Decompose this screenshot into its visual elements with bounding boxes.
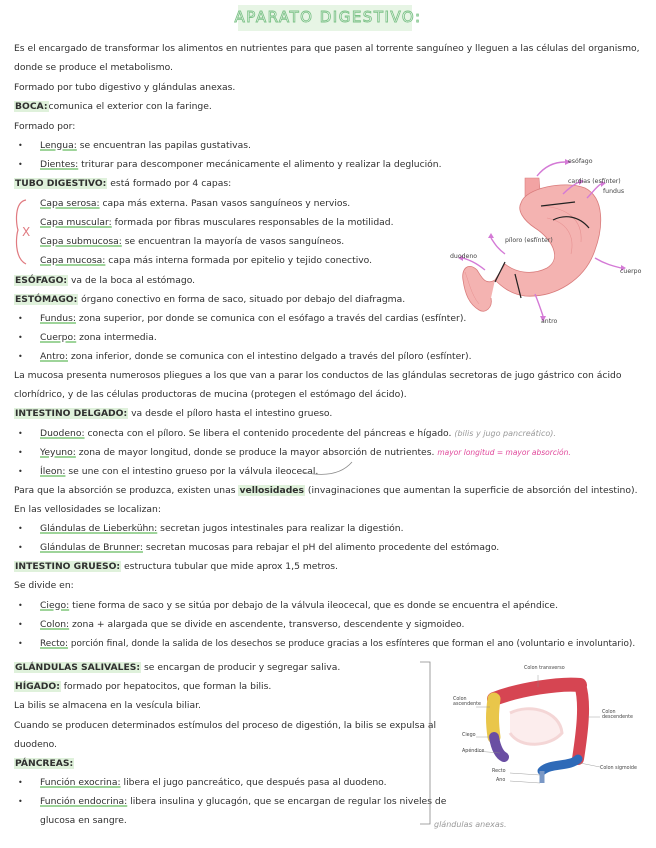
item-text: libera el jugo pancreático, que después pasa al duodeno.: [120, 777, 387, 788]
bullet-dot: •: [18, 314, 23, 323]
label-cardias: cardias (esfínter): [568, 178, 621, 185]
esofago-line: [14, 275, 195, 287]
esofago-text: va de la boca al estómago.: [68, 275, 196, 286]
bullet-dot: •: [18, 639, 23, 648]
label-duodeno: duodeno: [450, 253, 478, 260]
label-colon-descendente: Colon descendente: [602, 710, 633, 720]
label-ano: Ano: [496, 778, 506, 783]
item-text: formada por fibras musculares responsables de la motilidad.: [111, 217, 394, 228]
label-recto: Recto: [492, 769, 506, 774]
tubo-heading: TUBO DIGESTIVO:: [15, 178, 107, 189]
label-colon-sigmoide: Colon sigmoide: [600, 766, 637, 771]
list-item: [40, 428, 556, 440]
item-text: capa más interna formada por epitelio y tejido conectivo.: [105, 255, 373, 266]
pancreas-cont: glucosa en sangre.: [40, 815, 127, 826]
label-colon-transverso: Colon transverso: [524, 666, 565, 671]
item-term: Glándulas de Brunner:: [40, 542, 143, 553]
bilis-note: (bilis y jugo pancreático).: [454, 429, 556, 438]
delgado-heading: INTESTINO DELGADO:: [15, 408, 128, 419]
item-text: se encuentran la mayoría de vasos sanguíneos.: [121, 236, 345, 247]
item-term: Lengua:: [40, 140, 77, 151]
list-item: [40, 523, 404, 535]
boca-line: [14, 101, 212, 113]
bullet-dot: •: [18, 601, 23, 610]
delgado-text: va desde el píloro hasta el intestino grueso.: [128, 408, 333, 419]
item-text: zona inferior, donde se comunica con el intestino delgado a través del píloro (esfínter).: [68, 351, 472, 362]
list-item: [40, 217, 394, 229]
bullet-dot: •: [18, 160, 23, 169]
intro-line-3: Formado por tubo digestivo y glándulas anexas.: [14, 82, 236, 93]
item-term: Antro:: [40, 351, 69, 362]
item-text: libera insulina y glucagón, que se encargan de regular los niveles de: [127, 796, 447, 807]
estomago-text: órgano conectivo en forma de saco, situado por debajo del diafragma.: [78, 294, 406, 305]
page-title: APARATO DIGESTIVO:: [234, 8, 422, 26]
item-term: Fundus:: [40, 313, 76, 324]
grueso-divide: Se divide en:: [14, 580, 74, 591]
bilis-line-2: Cuando se producen determinados estímulos del proceso de digestión, la bilis se expulsa al: [14, 720, 437, 731]
item-text: se une con el intestino grueso por la válvula ileocecal.: [65, 466, 319, 477]
intro-line-1: Es el encargado de transformar los alimentos en nutrientes para que pasen al torrente sanguíneo y lleguen a las células del organismo,: [14, 43, 640, 54]
salivales-heading: GLÁNDULAS SALIVALES:: [15, 662, 141, 673]
item-term: Yeyuno:: [40, 447, 76, 458]
list-item: [40, 777, 387, 789]
list-item: [40, 198, 350, 210]
item-text: secretan mucosas para rebajar el pH del alimento procedente del estómago.: [143, 542, 500, 553]
bilis-line-1: La bilis se almacena en la vesícula biliar.: [14, 700, 201, 711]
item-text: se encuentran las papilas gustativas.: [76, 140, 251, 151]
item-term: Colon:: [40, 619, 70, 630]
salivales-text: se encargan de producir y segregar saliva.: [141, 662, 341, 673]
esofago-heading: ESÓFAGO:: [15, 275, 68, 286]
vellosidades-term: vellosidades: [239, 485, 304, 496]
item-term: Ciego:: [40, 600, 70, 611]
boca-heading: BOCA:: [15, 101, 48, 112]
layers-bracket-icon: [4, 196, 34, 268]
anexas-bracket-icon: [418, 660, 438, 828]
bullet-dot: •: [18, 543, 23, 552]
label-apendice: Apéndice: [462, 749, 485, 754]
estomago-heading: ESTÓMAGO:: [15, 294, 78, 305]
bullet-dot: •: [18, 467, 23, 476]
item-term: Función exocrina:: [40, 777, 121, 788]
list-item: [40, 140, 251, 152]
grueso-text: estructura tubular que mide aprox 1,5 metros.: [121, 561, 338, 572]
list-item: [40, 542, 499, 554]
svg-text:X: X: [22, 225, 31, 239]
mucosa-line-1: La mucosa presenta numerosos pliegues a los que van a parar los conductos de las glándulas secretoras de jugo gástrico con ácido: [14, 370, 622, 381]
label-esofago: esófago: [568, 158, 593, 165]
list-item: [40, 796, 446, 808]
bullet-dot: •: [18, 797, 23, 806]
item-term: Capa submucosa:: [40, 236, 122, 247]
bilis-line-3: duodeno.: [14, 739, 57, 750]
label-cuerpo: cuerpo: [620, 268, 642, 275]
bullet-dot: •: [18, 620, 23, 629]
item-text: porción final, donde la salida de los desechos se produce gracias a los esfínteres que forman el ano (voluntario e involuntario).: [68, 639, 636, 649]
curve-arrow-icon: [300, 458, 360, 484]
tubo-text: está formado por 4 capas:: [107, 178, 232, 189]
item-text: zona + alargada que se divide en ascendente, transverso, descendente y sigmoideo.: [69, 619, 465, 630]
label-fundus: fundus: [603, 188, 625, 195]
anexas-note: glándulas anexas.: [434, 820, 507, 829]
item-term: Duodeno:: [40, 428, 85, 439]
delgado-line: [14, 408, 332, 420]
item-text: zona de mayor longitud, donde se produce la mayor absorción de nutrientes.: [75, 447, 435, 458]
item-term: Capa mucosa:: [40, 255, 106, 266]
item-text: zona intermedia.: [76, 332, 157, 343]
item-term: Glándulas de Lieberkühn:: [40, 523, 158, 534]
label-colon-ascendente: Colon ascendente: [453, 697, 481, 707]
bullet-dot: •: [18, 429, 23, 438]
label-antro: antro: [541, 318, 558, 325]
bullet-dot: •: [18, 448, 23, 457]
list-item: [40, 466, 318, 478]
absorcion-text-c: (invaginaciones que aumentan la superficie de absorción del intestino).: [304, 485, 638, 496]
item-term: Dientes:: [40, 159, 79, 170]
item-term: Función endocrina:: [40, 796, 128, 807]
estomago-line: [14, 294, 405, 306]
list-item: [40, 313, 466, 325]
higado-heading: HÍGADO:: [15, 681, 60, 692]
item-text: tiene forma de saco y se sitúa por debajo de la válvula ileocecal, que es donde se encuentra el apéndice.: [69, 600, 559, 611]
pancreas-line: [14, 758, 74, 770]
bullet-dot: •: [18, 333, 23, 342]
bullet-dot: •: [18, 778, 23, 787]
list-item: [40, 638, 635, 650]
item-term: Cuerpo:: [40, 332, 77, 343]
salivales-line: [14, 662, 340, 674]
pancreas-heading: PÁNCREAS:: [15, 758, 74, 769]
item-text: conecta con el píloro. Se libera el contenido procedente del páncreas e hígado.: [84, 428, 452, 439]
list-item: [40, 600, 558, 612]
vellosidades-line: En las vellosidades se localizan:: [14, 504, 161, 515]
grueso-heading: INTESTINO GRUESO:: [15, 561, 121, 572]
item-term: Íleon:: [40, 466, 66, 477]
absorcion-text-a: Para que la absorción se produzca, existen unas: [14, 485, 239, 496]
bullet-dot: •: [18, 352, 23, 361]
bullet-dot: •: [18, 141, 23, 150]
item-text: secretan jugos intestinales para realizar la digestión.: [157, 523, 404, 534]
higado-text: formado por hepatocitos, que forman la bilis.: [60, 681, 272, 692]
list-item: [40, 236, 344, 248]
item-text: capa más externa. Pasan vasos sanguíneos y nervios.: [99, 198, 351, 209]
absorption-note: mayor longitud = mayor absorción.: [437, 448, 571, 457]
mucosa-line-2: clorhídrico, y de las células productoras de mucina (protegen el estómago del ácido).: [14, 389, 407, 400]
intro-line-2: donde se produce el metabolismo.: [14, 62, 173, 73]
list-item: [40, 619, 464, 631]
grueso-line: [14, 561, 338, 573]
item-text: triturar para descomponer mecánicamente el alimento y realizar la deglución.: [78, 159, 442, 170]
item-term: Recto:: [40, 639, 69, 649]
label-ciego: Ciego: [462, 733, 476, 738]
tubo-line: [14, 178, 231, 190]
higado-line: [14, 681, 271, 693]
boca-formado: Formado por:: [14, 121, 76, 132]
list-item: [40, 159, 442, 171]
list-item: [40, 332, 157, 344]
boca-text: comunica el exterior con la faringe.: [48, 101, 212, 112]
list-item: [40, 351, 472, 363]
absorcion-line: [14, 485, 638, 497]
item-text: zona superior, por donde se comunica con el esófago a través del cardias (esfínter).: [75, 313, 467, 324]
bullet-dot: •: [18, 524, 23, 533]
label-piloro: píloro (esfínter): [505, 237, 553, 244]
item-term: Capa serosa:: [40, 198, 100, 209]
list-item: [40, 255, 372, 267]
item-term: Capa muscular:: [40, 217, 112, 228]
